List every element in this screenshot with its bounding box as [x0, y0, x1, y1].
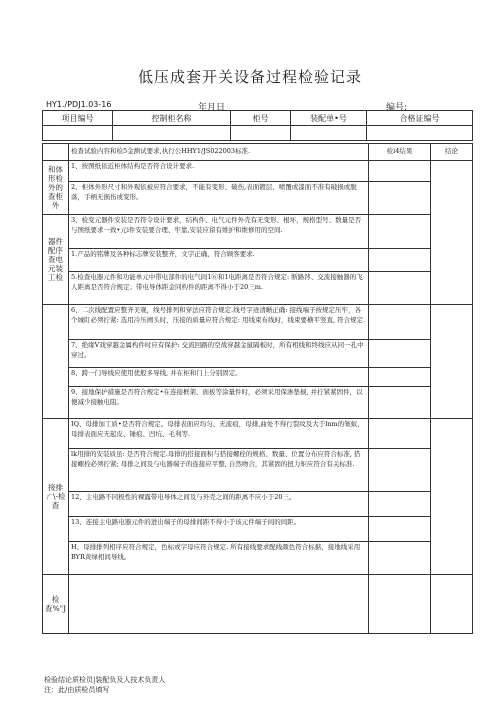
section-label-busbar: 接排ㄏ\-检查 [43, 419, 69, 575]
result-cell[interactable] [369, 368, 431, 387]
result-cell[interactable] [369, 575, 431, 634]
assembly-no-value[interactable] [291, 126, 367, 141]
item-text: lk用排的安装质虽: 是否符合规定.母排的搭接面积与搭接螺栓的规格、数量、位置分布应符合标准, 搭接螺栓必须拧紧; 母排之间及与电器端子的连接应平整, 自然吻合，其紧固的扭力矩应符合有关标准. [69, 449, 369, 492]
item-text: 7、绝缘V戏穿越金属构件时应有保护: 交流回路的空战穿越金鼠隔板时，所有相线和终线应从同一孔中穿过。 [69, 340, 369, 368]
item-text: 1.产品的铭牌及各种标志牌安装整齐，文字正确，符合顾客要求. [69, 249, 369, 272]
footer-note: 注：此/由质检员填写 [44, 686, 110, 694]
number-label: 编号: [386, 103, 408, 113]
conclusion-cell[interactable] [431, 575, 473, 634]
result-cell[interactable] [369, 161, 431, 182]
cert-no-value[interactable] [367, 126, 473, 141]
item-text: IQ、母排加工质•是否符合规定。母排表面应均匀、无流痕，母排,曲处不得行裂纹及大于lnm的皱蚁，母排表面应无起皮、锤痕、凹坑、毛利等. [69, 419, 369, 449]
result-header: 检i4结果 [369, 144, 431, 161]
item-text: 2、柜体外形尺寸和外观依被应符合要求，不能有变形、破伤,表面镀层、喷覆或漆面不准有破损或脱落，手柄无损伤或变形。 [69, 182, 369, 215]
item-text: 9、接地保护措施是否符合规定•在连接框架、面板等涂量件时，必须采用保渗垫棂, 并拧紧紧固件，以便减少接触电阻。 [69, 387, 369, 419]
result-cell[interactable] [369, 182, 431, 215]
result-cell[interactable] [369, 305, 431, 340]
result-cell[interactable] [369, 492, 431, 517]
cabinet-no-label: 柜号 [231, 111, 291, 126]
inspection-table [42, 143, 473, 634]
footer [44, 675, 165, 695]
item-text [69, 575, 369, 634]
conclusion-cell[interactable] [431, 305, 473, 419]
item-text: 6、二次线配置应整齐美观，线号排列和穿法应符合规定.线号字迹清晰正确: 接线端子按规定压牢，各个城盯必须拧紧: 选用冷压阐头时，压接的质量应符合规定: 用线束布线时，线束要横平竖直, 符合规定. [69, 305, 369, 340]
item-text: 5.检查电器元件和功能单元中带电部件的电气间1⑥和1电距离是否符合规定: 断路涔、交流接触器的飞人距离是否符合规定；带电导体距金同构件的距离不得小于20三m. [69, 272, 369, 305]
result-cell[interactable] [369, 340, 431, 368]
intro-text: 检查试验内容和检5金测试要求,执行公HHY1/JS022003标准. [69, 144, 369, 161]
cabinet-no-value[interactable] [231, 126, 291, 141]
result-cell[interactable] [369, 387, 431, 419]
conclusion-cell[interactable] [431, 161, 473, 305]
cert-no-label: 合格证编号 [367, 111, 473, 126]
result-cell[interactable] [369, 542, 431, 575]
result-cell[interactable] [369, 449, 431, 492]
item-text: 13、连接主电路电器元件的进出端子的母排间距不得小于该元件端子间的间距。 [69, 517, 369, 542]
header-table [42, 110, 473, 141]
conclusion-header: 结论 [431, 144, 473, 161]
footer-signatures: 检验结论质检员|装配负及人技术负责人 [44, 676, 166, 684]
section-label-final: 检查%"J [43, 575, 69, 634]
section-label-appearance: 和体形检外的查柜外 [43, 161, 69, 215]
cabinet-name-label: 控制柜名称 [113, 111, 231, 126]
cabinet-name-value[interactable] [113, 126, 231, 141]
project-no-label: 项目编号 [43, 111, 113, 126]
project-no-value[interactable] [43, 126, 113, 141]
form-code: HY1./PDJ1.03-16 [46, 100, 112, 109]
result-cell[interactable] [369, 272, 431, 305]
document-title: 低压成套开关设备过程检验记录 [137, 68, 362, 86]
result-cell[interactable] [369, 517, 431, 542]
result-cell[interactable] [369, 249, 431, 272]
date-label: 年月日 [198, 103, 226, 113]
result-cell[interactable] [369, 419, 431, 449]
result-cell[interactable] [369, 215, 431, 249]
item-text: 12、主电路不同极性的裸露带电导体之间及与外壳之间的距离不应小于20三。 [69, 492, 369, 517]
conclusion-cell[interactable] [431, 419, 473, 575]
section-label-components: 器件配序查电元装工检 [43, 215, 69, 305]
item-text: 8、跨一门导线应使用优般多导线, 并在柜和门上分别固定。 [69, 368, 369, 387]
section-label-wiring [43, 305, 69, 419]
intro-blank [43, 144, 69, 161]
assembly-no-label: 装配单•号 [291, 111, 367, 126]
item-text: 1、按图纸依近柜体结构是否符合设计要求. [69, 161, 369, 182]
item-text: 3、检变元器件安装是否符令设计要求，结构件、电气元件外壳有无变形、根坏，规格型号、数量是否与图纸要求一致•元i件安装要合理、牢靠,安装应留有维护和维修用的空间. [69, 215, 369, 249]
item-text: H、母排排列相序应符合规定，色标或字母应符合规定. 所有接线要求配线颜色符合标掂，接地线采用BYR黄绿相间导线。 [69, 542, 369, 575]
